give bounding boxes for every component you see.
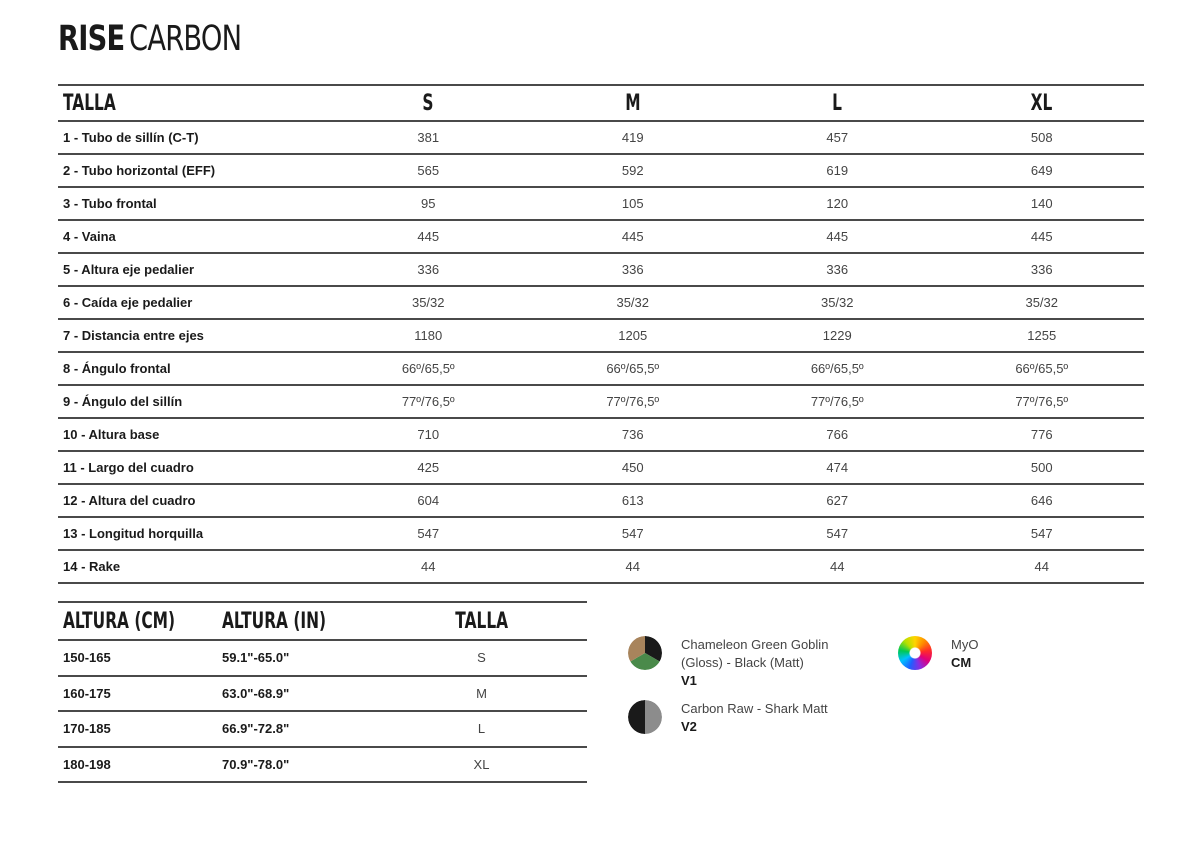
geometry-value: 649 — [1030, 163, 1053, 178]
size-header-m: M — [625, 90, 641, 116]
size-chart-header-row — [58, 603, 587, 641]
geometry-value: 508 — [1030, 130, 1053, 145]
geometry-row-label: 13 - Longitud horquilla — [63, 526, 204, 541]
geometry-value: 613 — [621, 493, 644, 508]
size-header-l: L — [832, 90, 843, 116]
geometry-value: 547 — [621, 526, 644, 541]
geometry-row — [58, 221, 1144, 254]
geometry-value: 445 — [826, 229, 849, 244]
geometry-value: 120 — [826, 196, 849, 211]
geometry-value: 66º/65,5º — [401, 361, 455, 376]
geometry-value: 419 — [621, 130, 644, 145]
geometry-row-label: 1 - Tubo de sillín (C-T) — [63, 130, 199, 145]
geometry-value: 44 — [830, 559, 845, 574]
geometry-row — [58, 518, 1144, 551]
geometry-value: 1229 — [822, 328, 852, 343]
geometry-row-label: 8 - Ángulo frontal — [63, 361, 171, 376]
geometry-value: 66º/65,5º — [810, 361, 864, 376]
geometry-value: 105 — [621, 196, 644, 211]
geometry-value: 35/32 — [820, 295, 854, 310]
geometry-value: 336 — [621, 262, 644, 277]
geometry-row-label: 5 - Altura eje pedalier — [63, 262, 195, 277]
geometry-value: 77º/76,5º — [810, 394, 864, 409]
geometry-row — [58, 254, 1144, 287]
carbon-raw-swatch-icon — [628, 700, 662, 734]
geometry-value: 1205 — [618, 328, 648, 343]
color-name-v1-line1: Chameleon Green Goblin — [681, 637, 829, 652]
header-height-in: ALTURA (IN) — [222, 608, 327, 634]
height-in-value: 59.1"-65.0" — [222, 650, 290, 666]
geometry-row-label: 4 - Vaina — [63, 229, 116, 244]
color-option-v2 — [628, 700, 828, 736]
color-option-v1 — [628, 636, 828, 690]
geometry-row-label: 11 - Largo del cuadro — [63, 460, 194, 475]
geometry-row-label: 2 - Tubo horizontal (EFF) — [63, 163, 216, 178]
height-in-value: 70.9"-78.0" — [222, 756, 290, 772]
geometry-value: 1255 — [1027, 328, 1057, 343]
geometry-value: 140 — [1030, 196, 1053, 211]
header-height-cm: ALTURA (CM) — [63, 608, 176, 634]
geometry-value: 457 — [826, 130, 849, 145]
geometry-value: 44 — [1034, 559, 1049, 574]
geometry-value: 381 — [417, 130, 440, 145]
geometry-value: 776 — [1030, 427, 1053, 442]
size-chart-row — [58, 641, 587, 677]
geometry-value: 565 — [417, 163, 440, 178]
geometry-row-label: 6 - Caída eje pedalier — [63, 295, 193, 310]
geometry-value: 35/32 — [616, 295, 650, 310]
title-model: RISE — [58, 19, 125, 59]
geometry-value: 619 — [826, 163, 849, 178]
geometry-row — [58, 419, 1144, 452]
geometry-value: 547 — [826, 526, 849, 541]
geometry-table — [58, 84, 1144, 584]
size-value: S — [477, 650, 486, 666]
page-title — [58, 19, 242, 59]
geometry-value: 77º/76,5º — [606, 394, 660, 409]
geometry-row-label: 7 - Distancia entre ejes — [63, 328, 204, 343]
geometry-row-label: 12 - Altura del cuadro — [63, 493, 196, 508]
height-cm-value: 180-198 — [63, 756, 111, 772]
height-cm-value: 150-165 — [63, 650, 111, 666]
color-name-myo: MyO — [951, 637, 979, 652]
geometry-value: 474 — [826, 460, 849, 475]
geometry-row-label: 3 - Tubo frontal — [63, 196, 157, 211]
geometry-row — [58, 320, 1144, 353]
height-cm-value: 170-185 — [63, 721, 111, 737]
geometry-value: 66º/65,5º — [1015, 361, 1069, 376]
size-header-xl: XL — [1030, 90, 1053, 116]
height-cm-value: 160-175 — [63, 685, 111, 701]
myo-color-wheel-icon — [898, 636, 932, 670]
geometry-row — [58, 551, 1144, 584]
geometry-value: 35/32 — [1025, 295, 1059, 310]
geometry-value: 336 — [417, 262, 440, 277]
geometry-value: 445 — [621, 229, 644, 244]
size-value: L — [477, 721, 486, 737]
geometry-header-row — [58, 86, 1144, 122]
size-chart-table — [58, 601, 587, 783]
geometry-value: 445 — [417, 229, 440, 244]
geometry-value: 95 — [421, 196, 436, 211]
size-chart-row — [58, 677, 587, 713]
size-chart-row — [58, 712, 587, 748]
title-material: CARBON — [129, 19, 242, 59]
geometry-value: 1180 — [414, 328, 443, 343]
geometry-row-label: 14 - Rake — [63, 559, 121, 574]
geometry-row — [58, 353, 1144, 386]
geometry-value: 627 — [826, 493, 849, 508]
color-name-v1-line2: (Gloss) - Black (Matt) — [681, 655, 804, 670]
geometry-row-label: 9 - Ángulo del sillín — [63, 394, 183, 409]
color-name-v2: Carbon Raw - Shark Matt — [681, 701, 828, 716]
geometry-row — [58, 287, 1144, 320]
size-header-s: S — [422, 90, 434, 116]
size-value: XL — [473, 756, 490, 772]
geometry-value: 77º/76,5º — [1015, 394, 1069, 409]
color-code-v1: V1 — [681, 673, 697, 688]
chameleon-green-swatch-icon — [628, 636, 662, 670]
geometry-row-label: 10 - Altura base — [63, 427, 160, 442]
geometry-value: 646 — [1030, 493, 1053, 508]
geometry-value: 35/32 — [411, 295, 445, 310]
size-chart-row — [58, 748, 587, 784]
geometry-value: 547 — [417, 526, 440, 541]
geometry-value: 710 — [417, 427, 440, 442]
geometry-value: 736 — [621, 427, 644, 442]
geometry-value: 336 — [826, 262, 849, 277]
geometry-value: 766 — [826, 427, 849, 442]
geometry-row — [58, 155, 1144, 188]
geometry-value: 604 — [417, 493, 440, 508]
geometry-value: 77º/76,5º — [401, 394, 455, 409]
header-size: TALLA — [455, 608, 508, 634]
color-code-cm: CM — [951, 655, 972, 670]
color-option-cm — [898, 636, 978, 672]
geometry-value: 336 — [1030, 262, 1053, 277]
geometry-value: 592 — [621, 163, 644, 178]
geometry-value: 66º/65,5º — [606, 361, 660, 376]
height-in-value: 63.0"-68.9" — [222, 685, 290, 701]
geometry-row — [58, 188, 1144, 221]
geometry-value: 500 — [1030, 460, 1053, 475]
geometry-value: 44 — [421, 559, 436, 574]
geometry-value: 445 — [1030, 229, 1053, 244]
geometry-row — [58, 452, 1144, 485]
geometry-value: 450 — [621, 460, 644, 475]
geometry-row — [58, 122, 1144, 155]
geometry-value: 547 — [1030, 526, 1053, 541]
geometry-row — [58, 386, 1144, 419]
height-in-value: 66.9"-72.8" — [222, 721, 290, 737]
geometry-header-label: TALLA — [63, 90, 116, 116]
geometry-value: 425 — [417, 460, 440, 475]
color-code-v2: V2 — [681, 719, 697, 734]
geometry-value: 44 — [625, 559, 640, 574]
size-value: M — [476, 685, 487, 701]
geometry-row — [58, 485, 1144, 518]
